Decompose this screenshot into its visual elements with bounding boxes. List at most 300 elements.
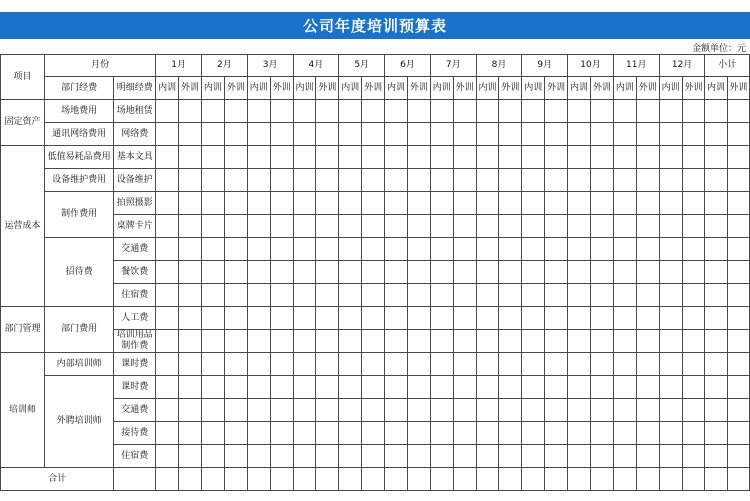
amount-cell[interactable] (339, 468, 362, 491)
amount-cell[interactable] (430, 284, 453, 307)
amount-cell[interactable] (705, 353, 727, 376)
amount-cell[interactable] (499, 261, 522, 284)
amount-cell[interactable] (591, 307, 614, 330)
amount-cell[interactable] (247, 330, 270, 353)
amount-cell[interactable] (659, 146, 682, 169)
amount-cell[interactable] (385, 169, 408, 192)
amount-cell[interactable] (613, 330, 636, 353)
amount-cell[interactable] (659, 376, 682, 399)
amount-cell[interactable] (179, 307, 202, 330)
amount-cell[interactable] (224, 445, 247, 468)
amount-cell[interactable] (247, 169, 270, 192)
amount-cell[interactable] (636, 399, 659, 422)
amount-cell[interactable] (407, 307, 430, 330)
amount-cell[interactable] (224, 169, 247, 192)
amount-cell[interactable] (453, 353, 476, 376)
amount-cell[interactable] (339, 169, 362, 192)
amount-cell[interactable] (247, 238, 270, 261)
amount-cell[interactable] (659, 422, 682, 445)
amount-cell[interactable] (705, 422, 727, 445)
amount-cell[interactable] (476, 169, 499, 192)
amount-cell[interactable] (224, 146, 247, 169)
amount-cell[interactable] (224, 192, 247, 215)
amount-cell[interactable] (476, 353, 499, 376)
amount-cell[interactable] (568, 468, 591, 491)
amount-cell[interactable] (430, 123, 453, 146)
amount-cell[interactable] (247, 192, 270, 215)
amount-cell[interactable] (316, 261, 339, 284)
amount-cell[interactable] (522, 146, 545, 169)
amount-cell[interactable] (453, 445, 476, 468)
amount-cell[interactable] (705, 238, 727, 261)
amount-cell[interactable] (682, 123, 705, 146)
amount-cell[interactable] (613, 146, 636, 169)
amount-cell[interactable] (270, 169, 293, 192)
amount-cell[interactable] (682, 330, 705, 353)
amount-cell[interactable] (362, 422, 385, 445)
amount-cell[interactable] (727, 146, 749, 169)
amount-cell[interactable] (522, 422, 545, 445)
amount-cell[interactable] (636, 353, 659, 376)
amount-cell[interactable] (727, 169, 749, 192)
amount-cell[interactable] (224, 284, 247, 307)
amount-cell[interactable] (613, 284, 636, 307)
amount-cell[interactable] (293, 215, 316, 238)
amount-cell[interactable] (499, 238, 522, 261)
amount-cell[interactable] (705, 100, 727, 123)
amount-cell[interactable] (202, 238, 225, 261)
amount-cell[interactable] (613, 123, 636, 146)
amount-cell[interactable] (682, 468, 705, 491)
amount-cell[interactable] (568, 376, 591, 399)
amount-cell[interactable] (545, 445, 568, 468)
amount-cell[interactable] (202, 261, 225, 284)
amount-cell[interactable] (202, 123, 225, 146)
amount-cell[interactable] (293, 192, 316, 215)
amount-cell[interactable] (659, 123, 682, 146)
amount-cell[interactable] (179, 169, 202, 192)
amount-cell[interactable] (270, 238, 293, 261)
amount-cell[interactable] (591, 445, 614, 468)
amount-cell[interactable] (385, 353, 408, 376)
amount-cell[interactable] (293, 399, 316, 422)
amount-cell[interactable] (407, 192, 430, 215)
amount-cell[interactable] (545, 261, 568, 284)
amount-cell[interactable] (636, 215, 659, 238)
amount-cell[interactable] (407, 146, 430, 169)
amount-cell[interactable] (430, 238, 453, 261)
amount-cell[interactable] (727, 238, 749, 261)
amount-cell[interactable] (270, 376, 293, 399)
amount-cell[interactable] (430, 376, 453, 399)
amount-cell[interactable] (568, 353, 591, 376)
amount-cell[interactable] (179, 146, 202, 169)
amount-cell[interactable] (407, 169, 430, 192)
amount-cell[interactable] (270, 468, 293, 491)
amount-cell[interactable] (591, 123, 614, 146)
amount-cell[interactable] (682, 445, 705, 468)
amount-cell[interactable] (339, 399, 362, 422)
amount-cell[interactable] (453, 468, 476, 491)
amount-cell[interactable] (636, 238, 659, 261)
amount-cell[interactable] (568, 169, 591, 192)
amount-cell[interactable] (247, 376, 270, 399)
amount-cell[interactable] (247, 445, 270, 468)
amount-cell[interactable] (453, 261, 476, 284)
amount-cell[interactable] (682, 192, 705, 215)
amount-cell[interactable] (362, 261, 385, 284)
amount-cell[interactable] (316, 376, 339, 399)
amount-cell[interactable] (659, 238, 682, 261)
amount-cell[interactable] (476, 146, 499, 169)
amount-cell[interactable] (727, 445, 749, 468)
amount-cell[interactable] (636, 445, 659, 468)
amount-cell[interactable] (202, 330, 225, 353)
amount-cell[interactable] (453, 100, 476, 123)
amount-cell[interactable] (636, 422, 659, 445)
amount-cell[interactable] (545, 238, 568, 261)
amount-cell[interactable] (430, 215, 453, 238)
amount-cell[interactable] (545, 123, 568, 146)
amount-cell[interactable] (385, 307, 408, 330)
amount-cell[interactable] (727, 192, 749, 215)
amount-cell[interactable] (636, 123, 659, 146)
amount-cell[interactable] (476, 376, 499, 399)
amount-cell[interactable] (247, 146, 270, 169)
amount-cell[interactable] (385, 468, 408, 491)
amount-cell[interactable] (499, 215, 522, 238)
amount-cell[interactable] (659, 399, 682, 422)
amount-cell[interactable] (453, 307, 476, 330)
amount-cell[interactable] (247, 399, 270, 422)
amount-cell[interactable] (705, 146, 727, 169)
amount-cell[interactable] (591, 353, 614, 376)
amount-cell[interactable] (339, 422, 362, 445)
amount-cell[interactable] (613, 445, 636, 468)
amount-cell[interactable] (224, 100, 247, 123)
amount-cell[interactable] (316, 284, 339, 307)
amount-cell[interactable] (339, 284, 362, 307)
amount-cell[interactable] (430, 261, 453, 284)
amount-cell[interactable] (727, 215, 749, 238)
amount-cell[interactable] (453, 192, 476, 215)
amount-cell[interactable] (247, 468, 270, 491)
amount-cell[interactable] (202, 100, 225, 123)
amount-cell[interactable] (362, 307, 385, 330)
amount-cell[interactable] (202, 146, 225, 169)
amount-cell[interactable] (179, 215, 202, 238)
amount-cell[interactable] (293, 146, 316, 169)
amount-cell[interactable] (430, 146, 453, 169)
amount-cell[interactable] (407, 100, 430, 123)
amount-cell[interactable] (499, 123, 522, 146)
amount-cell[interactable] (682, 146, 705, 169)
amount-cell[interactable] (407, 123, 430, 146)
amount-cell[interactable] (385, 215, 408, 238)
amount-cell[interactable] (293, 422, 316, 445)
amount-cell[interactable] (202, 445, 225, 468)
amount-cell[interactable] (362, 238, 385, 261)
amount-cell[interactable] (591, 100, 614, 123)
amount-cell[interactable] (224, 353, 247, 376)
amount-cell[interactable] (202, 376, 225, 399)
amount-cell[interactable] (453, 215, 476, 238)
amount-cell[interactable] (705, 215, 727, 238)
amount-cell[interactable] (499, 353, 522, 376)
amount-cell[interactable] (316, 445, 339, 468)
amount-cell[interactable] (636, 376, 659, 399)
amount-cell[interactable] (179, 353, 202, 376)
amount-cell[interactable] (682, 215, 705, 238)
amount-cell[interactable] (568, 445, 591, 468)
amount-cell[interactable] (545, 100, 568, 123)
amount-cell[interactable] (568, 284, 591, 307)
amount-cell[interactable] (453, 146, 476, 169)
amount-cell[interactable] (270, 445, 293, 468)
amount-cell[interactable] (568, 399, 591, 422)
amount-cell[interactable] (247, 100, 270, 123)
amount-cell[interactable] (224, 376, 247, 399)
amount-cell[interactable] (316, 215, 339, 238)
amount-cell[interactable] (430, 192, 453, 215)
amount-cell[interactable] (727, 376, 749, 399)
amount-cell[interactable] (591, 399, 614, 422)
amount-cell[interactable] (476, 215, 499, 238)
amount-cell[interactable] (522, 376, 545, 399)
amount-cell[interactable] (476, 192, 499, 215)
amount-cell[interactable] (522, 284, 545, 307)
amount-cell[interactable] (659, 284, 682, 307)
amount-cell[interactable] (316, 399, 339, 422)
amount-cell[interactable] (179, 100, 202, 123)
amount-cell[interactable] (362, 330, 385, 353)
amount-cell[interactable] (613, 192, 636, 215)
amount-cell[interactable] (362, 376, 385, 399)
amount-cell[interactable] (682, 307, 705, 330)
amount-cell[interactable] (224, 238, 247, 261)
amount-cell[interactable] (499, 445, 522, 468)
amount-cell[interactable] (545, 399, 568, 422)
amount-cell[interactable] (659, 468, 682, 491)
amount-cell[interactable] (453, 422, 476, 445)
amount-cell[interactable] (476, 100, 499, 123)
amount-cell[interactable] (499, 100, 522, 123)
amount-cell[interactable] (407, 353, 430, 376)
amount-cell[interactable] (682, 399, 705, 422)
amount-cell[interactable] (156, 399, 179, 422)
amount-cell[interactable] (407, 399, 430, 422)
amount-cell[interactable] (522, 330, 545, 353)
amount-cell[interactable] (202, 422, 225, 445)
amount-cell[interactable] (247, 422, 270, 445)
amount-cell[interactable] (156, 146, 179, 169)
amount-cell[interactable] (179, 399, 202, 422)
amount-cell[interactable] (499, 330, 522, 353)
amount-cell[interactable] (385, 123, 408, 146)
amount-cell[interactable] (202, 353, 225, 376)
amount-cell[interactable] (316, 422, 339, 445)
amount-cell[interactable] (453, 238, 476, 261)
amount-cell[interactable] (453, 284, 476, 307)
amount-cell[interactable] (636, 146, 659, 169)
amount-cell[interactable] (293, 238, 316, 261)
amount-cell[interactable] (522, 399, 545, 422)
amount-cell[interactable] (727, 100, 749, 123)
amount-cell[interactable] (476, 284, 499, 307)
amount-cell[interactable] (179, 261, 202, 284)
amount-cell[interactable] (385, 192, 408, 215)
amount-cell[interactable] (522, 353, 545, 376)
amount-cell[interactable] (316, 192, 339, 215)
amount-cell[interactable] (202, 215, 225, 238)
amount-cell[interactable] (407, 284, 430, 307)
amount-cell[interactable] (407, 376, 430, 399)
amount-cell[interactable] (156, 422, 179, 445)
amount-cell[interactable] (407, 468, 430, 491)
amount-cell[interactable] (430, 399, 453, 422)
amount-cell[interactable] (179, 192, 202, 215)
amount-cell[interactable] (613, 399, 636, 422)
amount-cell[interactable] (339, 100, 362, 123)
amount-cell[interactable] (591, 192, 614, 215)
amount-cell[interactable] (613, 215, 636, 238)
amount-cell[interactable] (453, 376, 476, 399)
amount-cell[interactable] (659, 307, 682, 330)
amount-cell[interactable] (591, 238, 614, 261)
amount-cell[interactable] (499, 146, 522, 169)
amount-cell[interactable] (224, 215, 247, 238)
amount-cell[interactable] (682, 238, 705, 261)
amount-cell[interactable] (522, 468, 545, 491)
amount-cell[interactable] (659, 215, 682, 238)
amount-cell[interactable] (270, 399, 293, 422)
amount-cell[interactable] (362, 445, 385, 468)
amount-cell[interactable] (659, 261, 682, 284)
amount-cell[interactable] (727, 307, 749, 330)
amount-cell[interactable] (316, 330, 339, 353)
amount-cell[interactable] (705, 192, 727, 215)
amount-cell[interactable] (476, 261, 499, 284)
amount-cell[interactable] (591, 422, 614, 445)
amount-cell[interactable] (202, 307, 225, 330)
amount-cell[interactable] (179, 422, 202, 445)
amount-cell[interactable] (705, 468, 727, 491)
amount-cell[interactable] (362, 353, 385, 376)
amount-cell[interactable] (568, 123, 591, 146)
amount-cell[interactable] (316, 307, 339, 330)
amount-cell[interactable] (499, 422, 522, 445)
amount-cell[interactable] (247, 123, 270, 146)
amount-cell[interactable] (293, 468, 316, 491)
amount-cell[interactable] (568, 146, 591, 169)
amount-cell[interactable] (156, 192, 179, 215)
amount-cell[interactable] (385, 330, 408, 353)
amount-cell[interactable] (385, 100, 408, 123)
amount-cell[interactable] (568, 192, 591, 215)
amount-cell[interactable] (224, 468, 247, 491)
amount-cell[interactable] (568, 238, 591, 261)
amount-cell[interactable] (568, 330, 591, 353)
amount-cell[interactable] (545, 376, 568, 399)
amount-cell[interactable] (727, 422, 749, 445)
amount-cell[interactable] (476, 307, 499, 330)
amount-cell[interactable] (591, 261, 614, 284)
amount-cell[interactable] (316, 169, 339, 192)
amount-cell[interactable] (270, 284, 293, 307)
amount-cell[interactable] (636, 192, 659, 215)
amount-cell[interactable] (636, 284, 659, 307)
amount-cell[interactable] (224, 261, 247, 284)
amount-cell[interactable] (568, 422, 591, 445)
amount-cell[interactable] (179, 445, 202, 468)
amount-cell[interactable] (224, 330, 247, 353)
amount-cell[interactable] (270, 353, 293, 376)
amount-cell[interactable] (385, 422, 408, 445)
amount-cell[interactable] (362, 146, 385, 169)
amount-cell[interactable] (476, 468, 499, 491)
amount-cell[interactable] (659, 192, 682, 215)
amount-cell[interactable] (522, 238, 545, 261)
amount-cell[interactable] (430, 422, 453, 445)
amount-cell[interactable] (659, 100, 682, 123)
amount-cell[interactable] (522, 445, 545, 468)
amount-cell[interactable] (407, 422, 430, 445)
amount-cell[interactable] (705, 284, 727, 307)
amount-cell[interactable] (705, 261, 727, 284)
amount-cell[interactable] (613, 422, 636, 445)
amount-cell[interactable] (705, 445, 727, 468)
amount-cell[interactable] (156, 353, 179, 376)
amount-cell[interactable] (476, 422, 499, 445)
amount-cell[interactable] (591, 468, 614, 491)
amount-cell[interactable] (179, 238, 202, 261)
amount-cell[interactable] (545, 284, 568, 307)
amount-cell[interactable] (316, 238, 339, 261)
amount-cell[interactable] (636, 261, 659, 284)
amount-cell[interactable] (339, 445, 362, 468)
amount-cell[interactable] (568, 215, 591, 238)
amount-cell[interactable] (293, 445, 316, 468)
amount-cell[interactable] (613, 376, 636, 399)
amount-cell[interactable] (362, 123, 385, 146)
amount-cell[interactable] (727, 353, 749, 376)
amount-cell[interactable] (522, 169, 545, 192)
amount-cell[interactable] (682, 169, 705, 192)
amount-cell[interactable] (202, 169, 225, 192)
amount-cell[interactable] (499, 468, 522, 491)
amount-cell[interactable] (705, 376, 727, 399)
amount-cell[interactable] (591, 284, 614, 307)
amount-cell[interactable] (362, 284, 385, 307)
amount-cell[interactable] (430, 468, 453, 491)
amount-cell[interactable] (545, 330, 568, 353)
amount-cell[interactable] (545, 468, 568, 491)
amount-cell[interactable] (224, 422, 247, 445)
amount-cell[interactable] (545, 192, 568, 215)
amount-cell[interactable] (156, 284, 179, 307)
amount-cell[interactable] (247, 215, 270, 238)
amount-cell[interactable] (202, 468, 225, 491)
amount-cell[interactable] (270, 123, 293, 146)
amount-cell[interactable] (339, 330, 362, 353)
amount-cell[interactable] (202, 192, 225, 215)
amount-cell[interactable] (270, 215, 293, 238)
amount-cell[interactable] (613, 169, 636, 192)
amount-cell[interactable] (316, 353, 339, 376)
amount-cell[interactable] (591, 330, 614, 353)
amount-cell[interactable] (476, 238, 499, 261)
amount-cell[interactable] (430, 307, 453, 330)
